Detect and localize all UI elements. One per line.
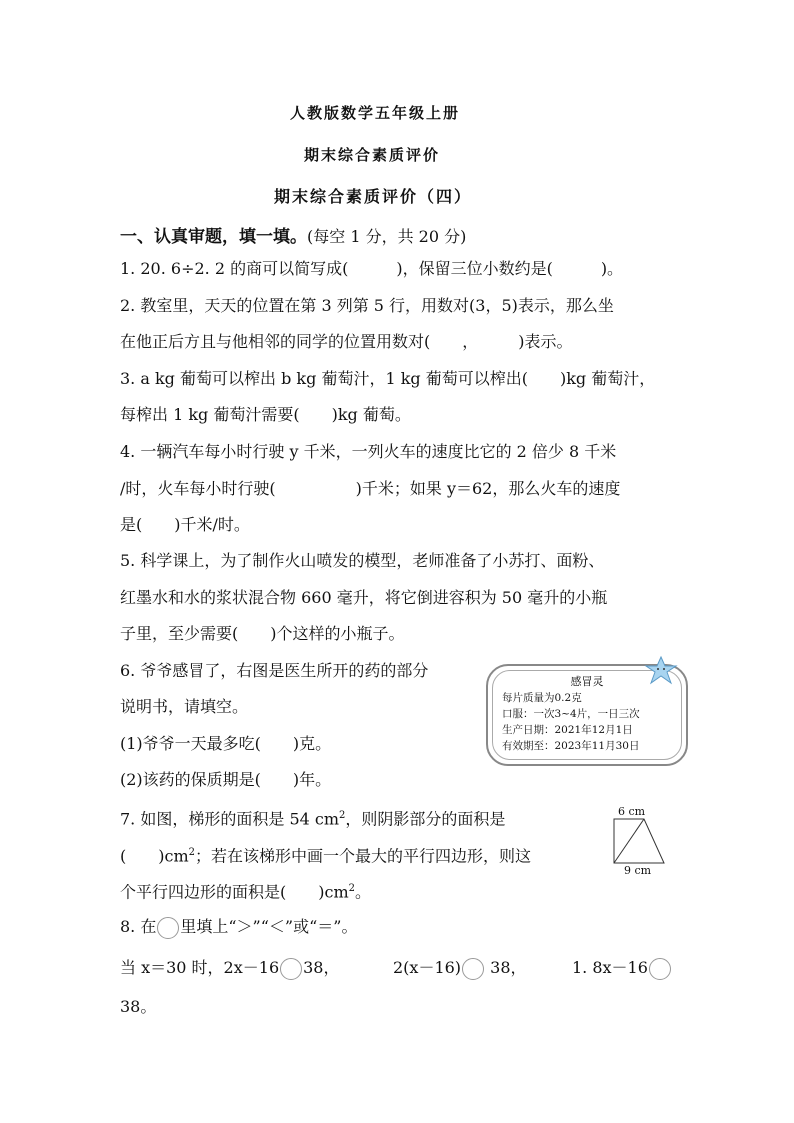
question-8-line-2 bbox=[120, 957, 340, 980]
trapezoid-bottom-label: 9 cm bbox=[624, 864, 652, 877]
expr-3: 1. 8x－16 bbox=[572, 958, 648, 977]
question-7-line-1-text: 7. 如图，梯形的面积是 54 cm bbox=[120, 809, 340, 829]
question-4-line-2: /时，火车每小时行驶( )千米；如果 y＝62，那么火车的速度 bbox=[120, 479, 621, 498]
question-1: 1. 20. 6÷2. 2 的商可以简写成( )，保留三位小数约是( )。 bbox=[120, 259, 624, 278]
question-7-line-3-tail: 。 bbox=[355, 882, 372, 902]
answer-circle[interactable] bbox=[462, 958, 484, 980]
trapezoid-top-label: 6 cm bbox=[618, 805, 646, 818]
answer-circle[interactable] bbox=[280, 958, 302, 980]
expr-1: 当 x＝30 时，2x－16 bbox=[120, 958, 280, 977]
medicine-label-title: 感冒灵 bbox=[570, 675, 604, 688]
question-7-line-1 bbox=[120, 805, 505, 830]
section-heading-text: 一、认真审题，填一填。 bbox=[120, 227, 307, 247]
question-8-expr-3 bbox=[572, 957, 672, 980]
question-2-line-1: 2. 教室里，天天的位置在第 3 列第 5 行，用数对(3，5)表示，那么坐 bbox=[120, 296, 614, 315]
question-8-instruction: 里填上“＞”“＜”或“＝”。 bbox=[180, 917, 358, 936]
question-8-line-1 bbox=[120, 916, 357, 939]
superscript: 2 bbox=[348, 883, 355, 894]
question-7-line-3-text: 个平行四边形的面积是( )cm bbox=[120, 882, 349, 902]
expr-2-rhs: 38， bbox=[485, 958, 527, 977]
section-score-note: (每空 1 分，共 20 分) bbox=[307, 227, 467, 246]
question-7-line-2 bbox=[120, 842, 531, 867]
question-7-line-2-tail: ；若在该梯形中画一个最大的平行四边形，则这 bbox=[195, 846, 532, 866]
expr-2: 2(x－16) bbox=[393, 958, 462, 977]
section-heading bbox=[120, 222, 466, 247]
page-title: 人教版数学五年级上册 bbox=[290, 104, 461, 122]
medicine-label-line-4: 有效期至：2023年11月30日 bbox=[502, 740, 640, 752]
question-5-line-2: 红墨水和水的浆状混合物 660 毫升，将它倒进容积为 50 毫升的小瓶 bbox=[120, 588, 608, 607]
answer-circle[interactable] bbox=[157, 917, 179, 939]
question-5-line-3: 子里，至少需要( )个这样的小瓶子。 bbox=[120, 624, 405, 643]
question-6-line-1: 6. 爷爷感冒了，右图是医生所开的药的部分 bbox=[120, 661, 429, 680]
question-4-line-3: 是( )千米/时。 bbox=[120, 515, 250, 534]
question-6-part-2: (2)该药的保质期是( )年。 bbox=[120, 770, 332, 789]
page-subtitle: 期末综合素质评价 bbox=[304, 146, 441, 164]
question-4-line-1: 4. 一辆汽车每小时行驶 y 千米，一列火车的速度比它的 2 倍少 8 千米 bbox=[120, 442, 617, 461]
question-8-line-3: 38。 bbox=[120, 997, 157, 1016]
medicine-label-line-3: 生产日期：2021年12月1日 bbox=[502, 724, 633, 736]
question-7-line-2-text: ( )cm bbox=[120, 846, 189, 866]
medicine-label-line-2: 口服：一次3~4片，一日三次 bbox=[502, 708, 640, 720]
question-7-line-3 bbox=[120, 878, 371, 903]
trapezoid-figure bbox=[610, 817, 670, 867]
question-7-line-1-tail: ，则阴影部分的面积是 bbox=[345, 809, 506, 829]
medicine-label-line-1: 每片质量为0.2克 bbox=[502, 692, 582, 704]
superscript: 2 bbox=[188, 847, 195, 858]
question-6-line-2: 说明书，请填空。 bbox=[120, 697, 249, 716]
question-3-line-1: 3. a kg 葡萄可以榨出 b kg 葡萄汁，1 kg 葡萄可以榨出( )kg 葡萄汁， bbox=[120, 369, 656, 388]
superscript: 2 bbox=[339, 810, 346, 821]
question-6-part-1: (1)爷爷一天最多吃( )克。 bbox=[120, 734, 332, 753]
star-icon bbox=[643, 655, 679, 685]
exam-title: 期末综合素质评价（四） bbox=[274, 187, 473, 206]
question-3-line-2: 每榨出 1 kg 葡萄汁需要( )kg 葡萄。 bbox=[120, 405, 411, 424]
question-5-line-1: 5. 科学课上，为了制作火山喷发的模型，老师准备了小苏打、面粉、 bbox=[120, 551, 605, 570]
expr-1-rhs: 38， bbox=[303, 958, 340, 977]
answer-circle[interactable] bbox=[649, 958, 671, 980]
question-8-expr-2 bbox=[393, 957, 527, 980]
question-8-prefix: 8. 在 bbox=[120, 917, 157, 936]
question-2-line-2: 在他正后方且与他相邻的同学的位置用数对( ， )表示。 bbox=[120, 332, 573, 351]
